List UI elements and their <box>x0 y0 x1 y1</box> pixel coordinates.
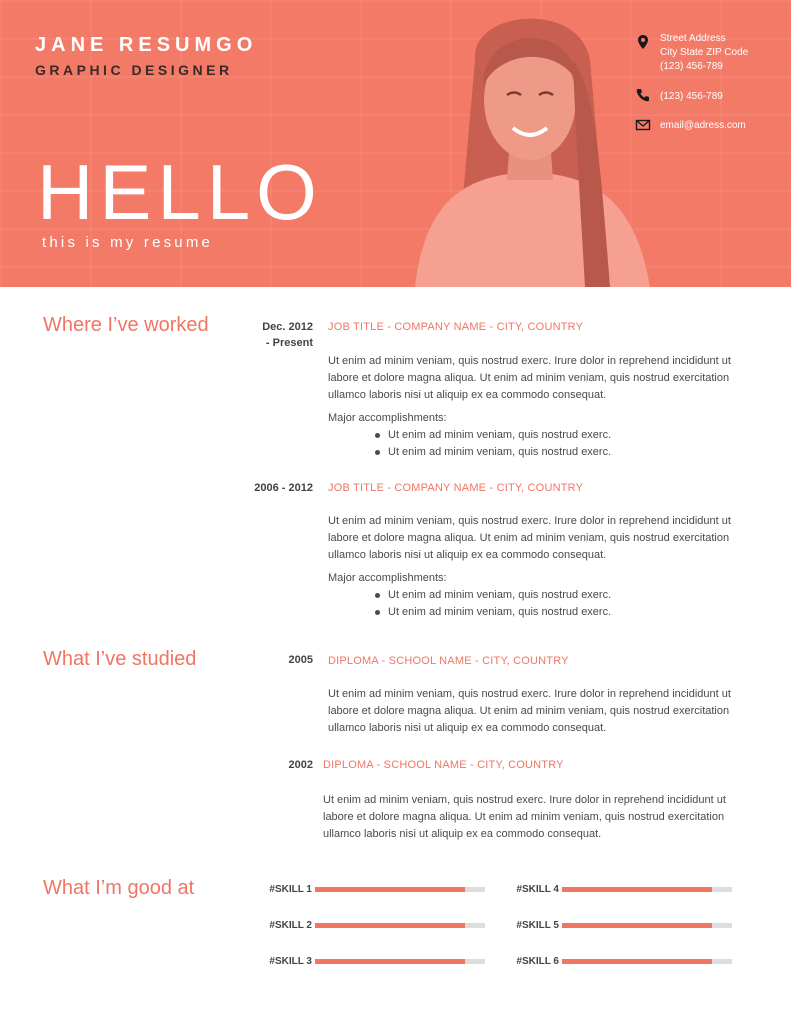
job-1-date-start: Dec. 2012 <box>262 321 313 333</box>
job-2-accomplishment-1 <box>388 589 611 601</box>
job-2-title: JOB TITLE - COMPANY NAME - CITY, COUNTRY <box>328 482 584 494</box>
email-text[interactable]: email@adress.com <box>660 120 746 131</box>
skill-bar-fill <box>562 923 712 928</box>
bullet-dot-icon <box>375 450 380 455</box>
phone-text[interactable]: (123) 456-789 <box>660 91 723 102</box>
skill-6-bar <box>562 959 732 964</box>
bullet-dot-icon <box>375 433 380 438</box>
hello-heading: HELLO <box>37 148 323 236</box>
edu-1-date: 2005 <box>288 654 313 666</box>
job-1-title: JOB TITLE - COMPANY NAME - CITY, COUNTRY <box>328 321 584 333</box>
edu-2-description: Ut enim ad minim veniam, quis nostrud exerc. Irure dolor in reprehend incididunt ut labore et dolore magna aliqua. Ut enim ad minim veniam, quis nostrud exercitation ullamco laboris nisi ut aliquip ex ea commodo consequat. <box>323 794 726 840</box>
envelope-icon <box>635 117 651 133</box>
job-1-accomplishment-2 <box>388 446 611 458</box>
job-1-date <box>243 319 313 351</box>
skill-3-label: #SKILL 3 <box>269 956 312 967</box>
skill-3-bar <box>315 959 485 964</box>
skill-bar-fill <box>315 887 465 892</box>
profile-photo <box>395 0 665 287</box>
address-line-2: City State ZIP Code <box>660 47 749 58</box>
candidate-name: JANE RESUMGO <box>35 34 258 56</box>
job-1-description: Ut enim ad minim veniam, quis nostrud exerc. Irure dolor in reprehend incididunt ut labore et dolore magna aliqua. Ut enim ad minim veniam, quis nostrud exercitation ullamco laboris nisi ut aliquip ex ea commodo consequat. <box>328 355 731 401</box>
skill-5-label: #SKILL 5 <box>516 920 559 931</box>
address-line-3: (123) 456-789 <box>660 61 723 72</box>
education-section-title: What I’ve studied <box>43 648 197 670</box>
skill-bar-fill <box>315 923 465 928</box>
work-section-title: Where I’ve worked <box>43 314 209 336</box>
skill-bar-fill <box>315 959 465 964</box>
skill-4-bar <box>562 887 732 892</box>
accomplishment-text: Ut enim ad minim veniam, quis nostrud exerc. <box>388 429 612 441</box>
candidate-role: GRAPHIC DESIGNER <box>35 62 233 78</box>
skill-5-bar <box>562 923 732 928</box>
map-pin-icon <box>635 34 651 50</box>
edu-2-date: 2002 <box>288 759 313 771</box>
tagline: this is my resume <box>42 234 214 251</box>
bullet-dot-icon <box>375 610 380 615</box>
accomplishment-text: Ut enim ad minim veniam, quis nostrud exerc. <box>388 446 612 458</box>
skill-bar-fill <box>562 887 712 892</box>
job-2-description: Ut enim ad minim veniam, quis nostrud exerc. Irure dolor in reprehend incididunt ut labore et dolore magna aliqua. Ut enim ad minim veniam, quis nostrud exercitation ullamco laboris nisi ut aliquip ex ea commodo consequat. <box>328 515 731 561</box>
skill-bar-fill <box>562 959 712 964</box>
skill-4-label: #SKILL 4 <box>516 884 559 895</box>
skill-6-label: #SKILL 6 <box>516 956 559 967</box>
address-line-1: Street Address <box>660 33 726 44</box>
job-1-date-end: - Present <box>265 337 313 349</box>
job-1-accomplishments-label: Major accomplishments: <box>328 412 447 424</box>
edu-1-description: Ut enim ad minim veniam, quis nostrud exerc. Irure dolor in reprehend incididunt ut labore et dolore magna aliqua. Ut enim ad minim veniam, quis nostrud exercitation ullamco laboris nisi ut aliquip ex ea commodo consequat. <box>328 688 731 734</box>
edu-2-title: DIPLOMA - SCHOOL NAME - CITY, COUNTRY <box>323 759 564 771</box>
skills-section-title: What I’m good at <box>43 877 195 899</box>
accomplishment-text: Ut enim ad minim veniam, quis nostrud exerc. <box>388 606 612 618</box>
accomplishment-text: Ut enim ad minim veniam, quis nostrud exerc. <box>388 589 612 601</box>
edu-1-title: DIPLOMA - SCHOOL NAME - CITY, COUNTRY <box>328 655 569 667</box>
job-1-accomplishment-1 <box>388 429 611 441</box>
skill-2-label: #SKILL 2 <box>269 920 312 931</box>
phone-icon <box>635 87 651 103</box>
skill-1-label: #SKILL 1 <box>269 884 312 895</box>
bullet-dot-icon <box>375 593 380 598</box>
job-2-date: 2006 - 2012 <box>254 482 313 494</box>
job-2-accomplishment-2 <box>388 606 611 618</box>
job-2-accomplishments-label: Major accomplishments: <box>328 572 447 584</box>
skill-1-bar <box>315 887 485 892</box>
skill-2-bar <box>315 923 485 928</box>
header-banner <box>0 0 791 287</box>
